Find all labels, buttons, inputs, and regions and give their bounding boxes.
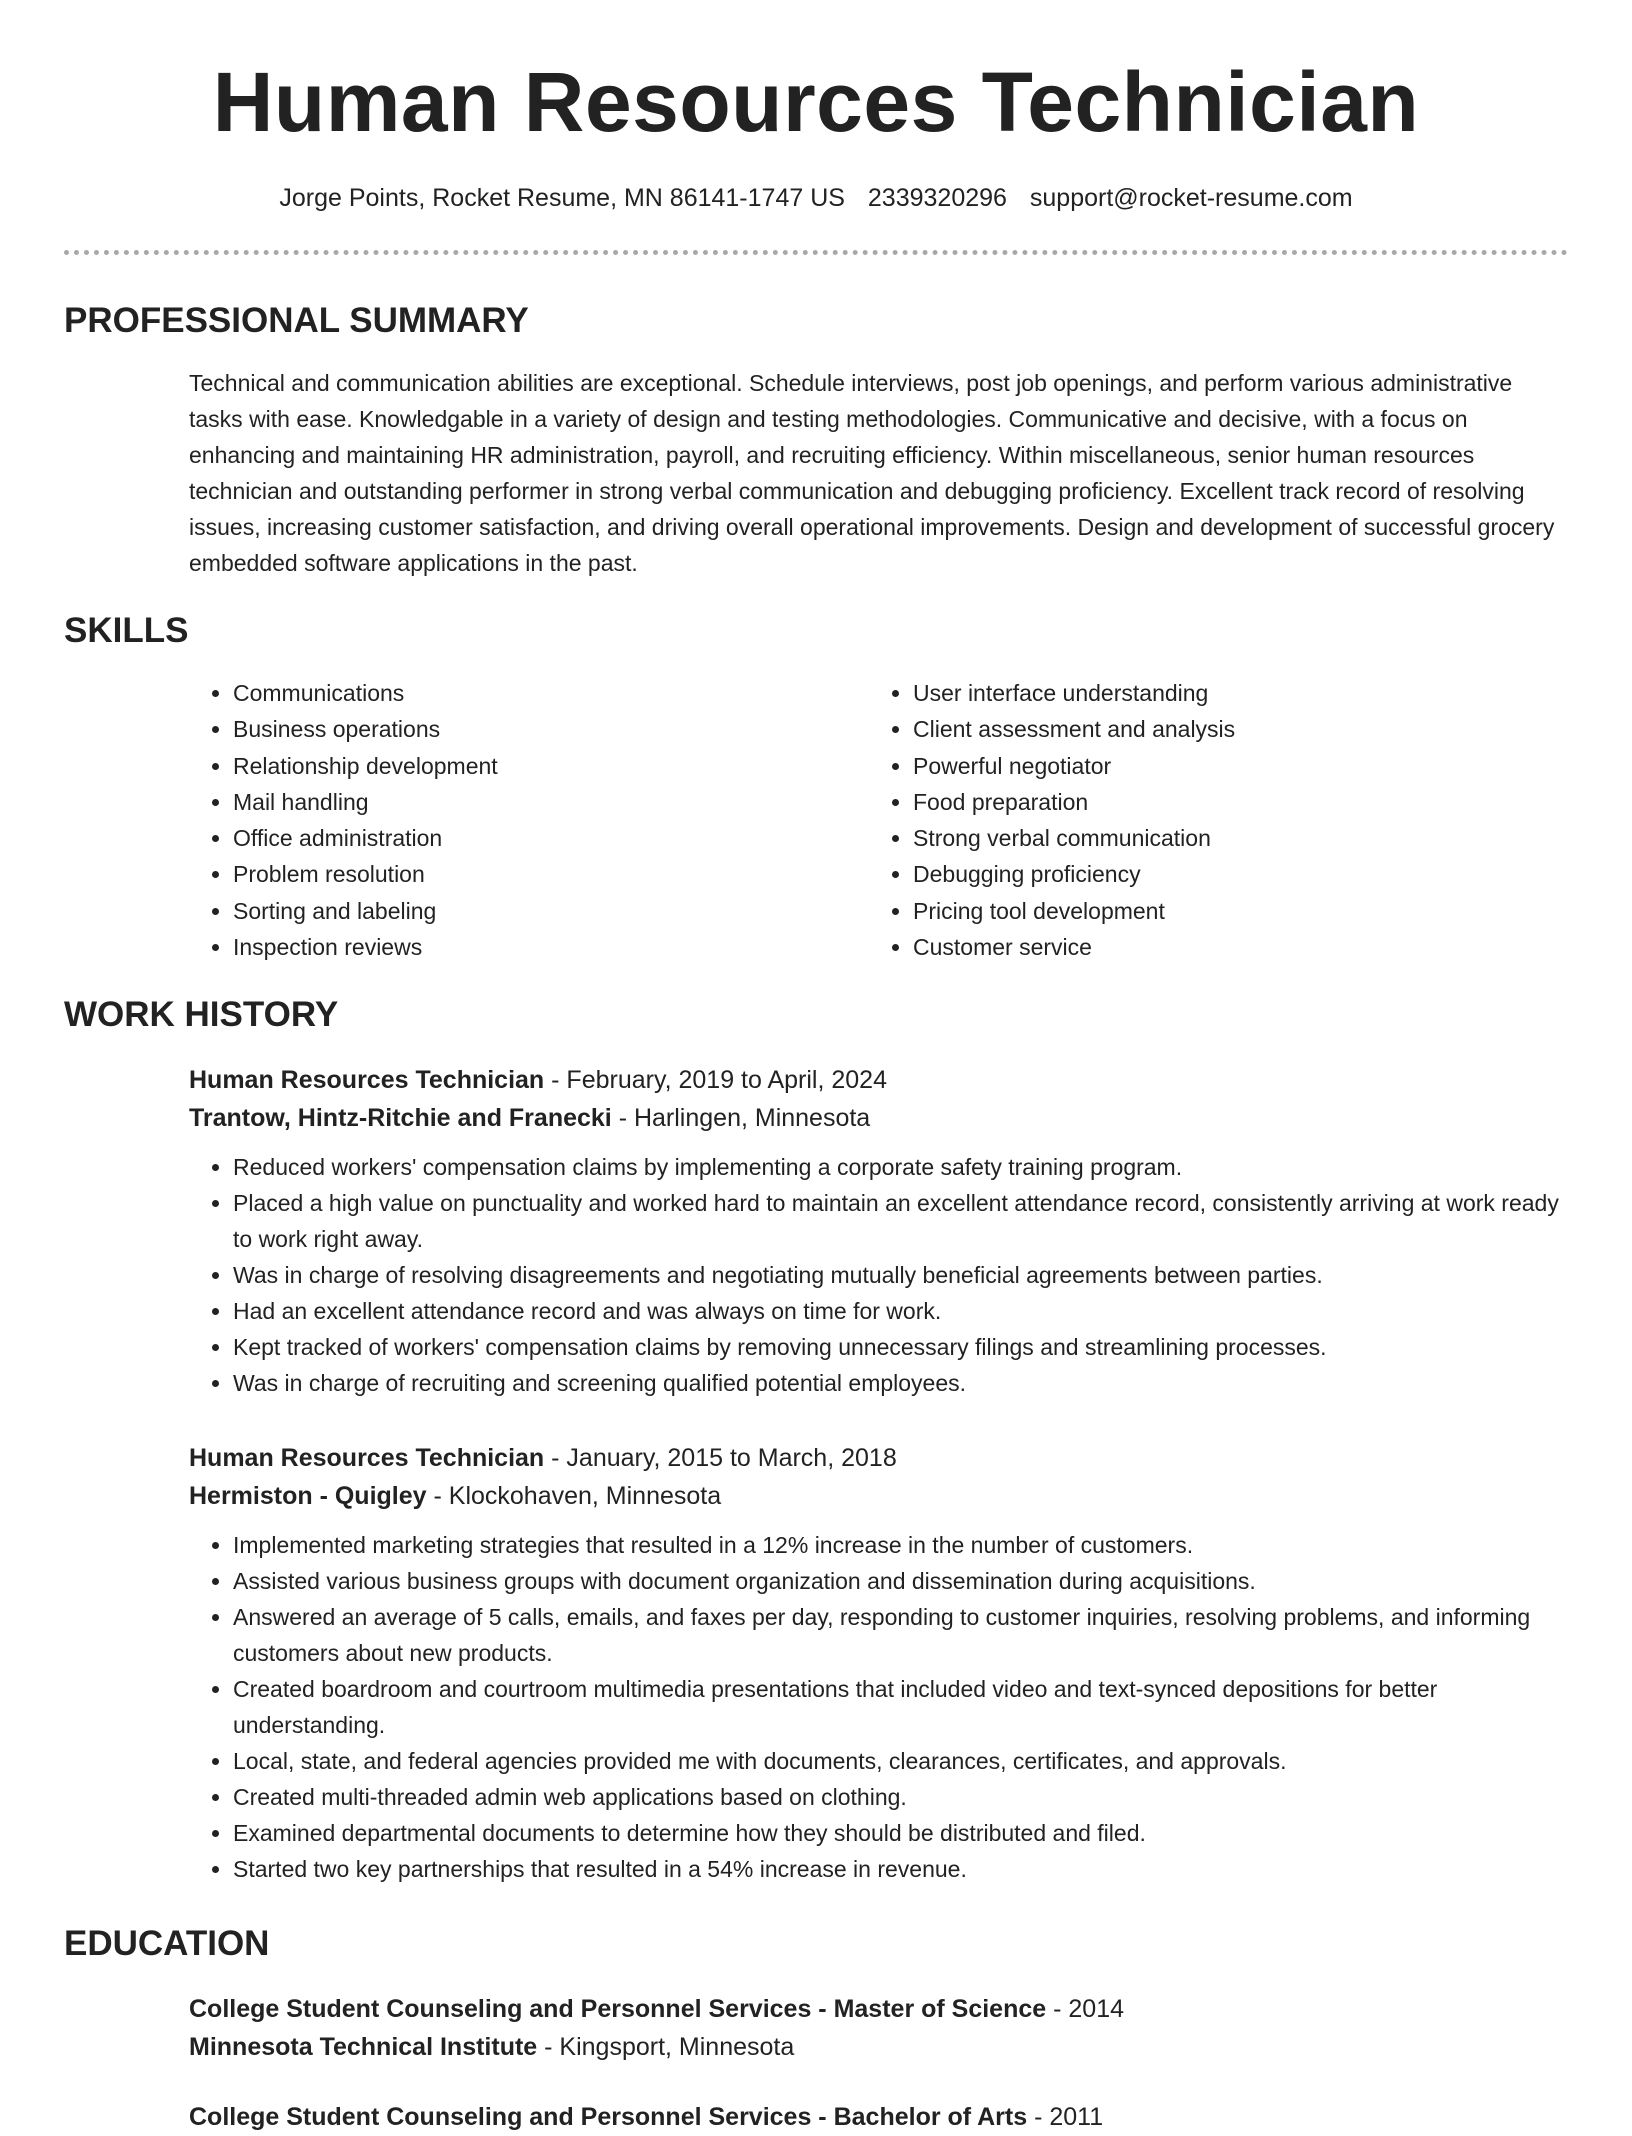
- resume-name: Human Resources Technician: [212, 55, 1420, 149]
- job-bullet: • Had an excellent attendance record and was always on time for work.: [233, 1293, 1569, 1329]
- job-bullet: • Was in charge of resolving disagreements and negotiating mutually beneficial agreements between parties.: [233, 1257, 1569, 1293]
- skill-item: • Debugging proficiency: [913, 856, 1549, 892]
- education-degree: College Student Counseling and Personnel Services - Bachelor of Arts: [189, 2103, 1028, 2131]
- job-bullet: • Assisted various business groups with document organization and dissemination during acquisitions.: [233, 1563, 1569, 1599]
- job-role: Human Resources Technician: [189, 1444, 545, 1472]
- job-entry: [189, 1439, 1569, 1887]
- job-bullet: • Placed a high value on punctuality and worked hard to maintain an excellent attendance record, consistently arriving at work ready to work right away.: [233, 1185, 1569, 1257]
- section-title-skills: SKILLS: [64, 611, 189, 650]
- job-bullet: • Created multi-threaded admin web applications based on clothing.: [233, 1779, 1569, 1815]
- contact-phone: 2339320296: [867, 184, 1007, 212]
- education-degree-line: [189, 1990, 1569, 2028]
- job-role: Human Resources Technician: [189, 1066, 545, 1094]
- job-bullet: • Answered an average of 5 calls, emails, and faxes per day, responding to customer inquiries, resolving problems, and informing customers about new products.: [233, 1599, 1569, 1671]
- job-bullets: [189, 1149, 1569, 1401]
- education-degree-line: [189, 2098, 1569, 2136]
- skill-item: • Communications: [233, 675, 869, 711]
- skill-item: • Business operations: [233, 711, 869, 747]
- education-entry: [189, 2098, 1569, 2136]
- job-bullet: • Kept tracked of workers' compensation claims by removing unnecessary filings and streamlining processes.: [233, 1329, 1569, 1365]
- job-company-line: [189, 1099, 1569, 1137]
- education-entry: [189, 1990, 1569, 2066]
- job-company: Trantow, Hintz-Ritchie and Franecki: [189, 1104, 612, 1132]
- contact-address: Jorge Points, Rocket Resume, MN 86141-1747 US: [279, 184, 845, 212]
- job-bullets: [189, 1527, 1569, 1887]
- job-bullet: • Local, state, and federal agencies provided me with documents, clearances, certificates, and approvals.: [233, 1743, 1569, 1779]
- skill-item: • Powerful negotiator: [913, 748, 1549, 784]
- skills-list: [189, 675, 1569, 965]
- skill-item: • User interface understanding: [913, 675, 1549, 711]
- skill-item: • Office administration: [233, 820, 869, 856]
- skills-column-right: [869, 675, 1549, 965]
- section-title-summary: PROFESSIONAL SUMMARY: [64, 301, 529, 340]
- skill-item: • Customer service: [913, 929, 1549, 965]
- job-bullet: • Examined departmental documents to determine how they should be distributed and filed.: [233, 1815, 1569, 1851]
- skill-item: • Strong verbal communication: [913, 820, 1549, 856]
- job-company-line: [189, 1477, 1569, 1515]
- skill-item: • Inspection reviews: [233, 929, 869, 965]
- job-title-line: [189, 1439, 1569, 1477]
- skill-item: • Relationship development: [233, 748, 869, 784]
- job-bullet: • Implemented marketing strategies that resulted in a 12% increase in the number of customers.: [233, 1527, 1569, 1563]
- job-bullet: • Was in charge of recruiting and screening qualified potential employees.: [233, 1365, 1569, 1401]
- education-school-line: [189, 2028, 1569, 2066]
- job-bullet: • Started two key partnerships that resulted in a 54% increase in revenue.: [233, 1851, 1569, 1887]
- job-title-line: [189, 1061, 1569, 1099]
- contact-email: support@rocket-resume.com: [1029, 184, 1353, 212]
- skill-item: • Food preparation: [913, 784, 1549, 820]
- skill-item: • Pricing tool development: [913, 893, 1549, 929]
- job-bullet: • Reduced workers' compensation claims by implementing a corporate safety training program.: [233, 1149, 1569, 1185]
- summary-text: Technical and communication abilities are exceptional. Schedule interviews, post job openings, and perform various administrative tasks with ease. Knowledgable in a variety of design and testing methodologies. Communicative and decisive, with a focus on enhancing and maintaining HR administration, payroll, and recruiting efficiency. Within miscellaneous, senior human resources technician and outstanding performer in strong verbal communication and debugging proficiency. Excellent track record of resolving issues, increasing customer satisfaction, and driving overall operational improvements. Design and development of successful grocery embedded software applications in the past.: [189, 370, 1555, 576]
- job-entry: [189, 1061, 1569, 1401]
- skill-item: • Mail handling: [233, 784, 869, 820]
- job-location: - Klockohaven, Minnesota: [426, 1482, 722, 1510]
- skill-item: • Sorting and labeling: [233, 893, 869, 929]
- job-dates: - January, 2015 to March, 2018: [544, 1444, 897, 1472]
- job-dates: - February, 2019 to April, 2024: [544, 1066, 887, 1094]
- education-year: - 2011: [1027, 2103, 1104, 2131]
- skills-column-left: [189, 675, 869, 965]
- education-degree: College Student Counseling and Personnel Services - Master of Science: [189, 1995, 1047, 2023]
- job-company: Hermiston - Quigley: [189, 1482, 427, 1510]
- education-location: - Kingsport, Minnesota: [537, 2033, 795, 2061]
- job-bullet: • Created boardroom and courtroom multimedia presentations that included video and text-synced depositions for better understanding.: [233, 1671, 1569, 1743]
- job-location: - Harlingen, Minnesota: [611, 1104, 871, 1132]
- education-year: - 2014: [1046, 1995, 1125, 2023]
- header-divider: [64, 250, 1568, 255]
- skill-item: • Problem resolution: [233, 856, 869, 892]
- contact-line: [0, 180, 1632, 216]
- section-title-work-history: WORK HISTORY: [64, 995, 339, 1034]
- section-title-education: EDUCATION: [64, 1924, 270, 1963]
- education-school: Minnesota Technical Institute: [189, 2033, 538, 2061]
- skill-item: • Client assessment and analysis: [913, 711, 1549, 747]
